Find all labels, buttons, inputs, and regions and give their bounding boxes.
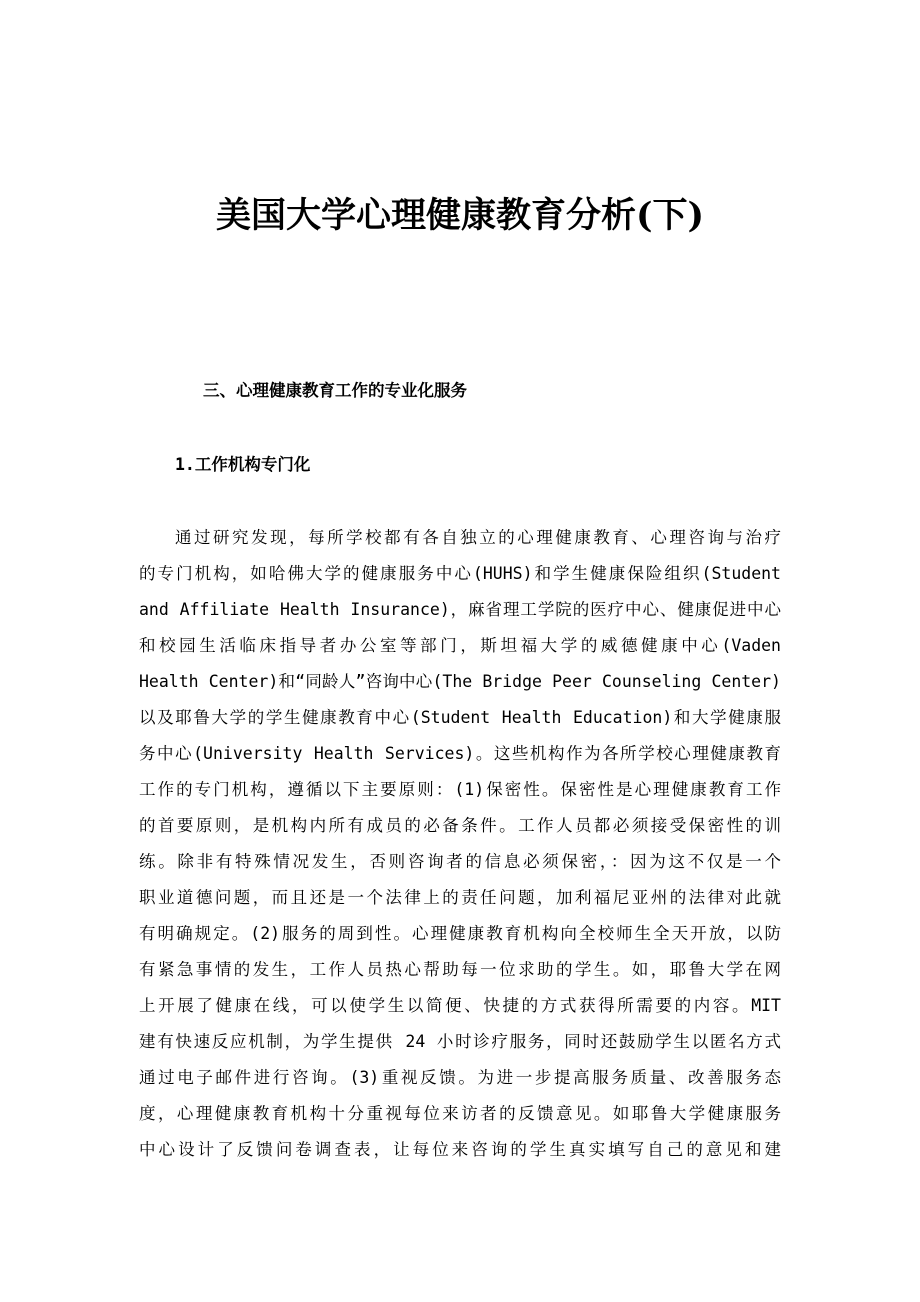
paragraph-line: 和校园生活临床指导者办公室等部门，斯坦福大学的威德健康中心(Vaden bbox=[139, 636, 781, 655]
paragraph-line: 有紧急事情的发生，工作人员热心帮助每一位求助的学生。如，耶鲁大学在网 bbox=[139, 960, 781, 979]
paragraph-line: 练。除非有特殊情况发生，否则咨询者的信息必须保密，：因为这不仅是一个 bbox=[139, 852, 781, 871]
paragraph-line: 建有快速反应机制，为学生提供 24 小时诊疗服务，同时还鼓励学生以匿名方式 bbox=[139, 1032, 781, 1051]
body-paragraph bbox=[139, 520, 781, 1168]
paragraph-line: 的专门机构，如哈佛大学的健康服务中心(HUHS)和学生健康保险组织(Student bbox=[139, 564, 781, 583]
sub-heading: 1.工作机构专门化 bbox=[175, 455, 311, 474]
paragraph-line: 度，心理健康教育机构十分重视每位来访者的反馈意见。如耶鲁大学健康服务 bbox=[139, 1104, 781, 1123]
section-heading: 三、心理健康教育工作的专业化服务 bbox=[203, 381, 467, 400]
paragraph-line: Health Center)和“同龄人”咨询中心(The Bridge Peer Counseling Center) bbox=[139, 672, 781, 691]
paragraph-line: 上开展了健康在线，可以使学生以简便、快捷的方式获得所需要的内容。MIT bbox=[139, 996, 781, 1015]
paragraph-line: 工作的专门机构，遵循以下主要原则：(1)保密性。保密性是心理健康教育工作 bbox=[139, 780, 781, 799]
paragraph-line: and Affiliate Health Insurance)，麻省理工学院的医疗中心、健康促进中心 bbox=[139, 600, 781, 619]
paragraph-line: 务中心(University Health Services)。这些机构作为各所学校心理健康教育 bbox=[139, 744, 781, 763]
paragraph-line: 的首要原则，是机构内所有成员的必备条件。工作人员都必须接受保密性的训 bbox=[139, 816, 781, 835]
document-title: 美国大学心理健康教育分析(下) bbox=[215, 195, 705, 236]
paragraph-line: 通过电子邮件进行咨询。(3)重视反馈。为进一步提高服务质量、改善服务态 bbox=[139, 1068, 781, 1087]
paragraph-line: 职业道德问题，而且还是一个法律上的责任问题，加利福尼亚州的法律对此就 bbox=[139, 888, 781, 907]
paragraph-line: 中心设计了反馈问卷调查表，让每位来咨询的学生真实填写自己的意见和建 bbox=[139, 1140, 781, 1159]
paragraph-line: 以及耶鲁大学的学生健康教育中心(Student Health Education)和大学健康服 bbox=[139, 708, 781, 727]
paragraph-line: 通过研究发现，每所学校都有各自独立的心理健康教育、心理咨询与治疗 bbox=[175, 528, 781, 547]
paragraph-line: 有明确规定。(2)服务的周到性。心理健康教育机构向全校师生全天开放，以防 bbox=[139, 924, 781, 943]
